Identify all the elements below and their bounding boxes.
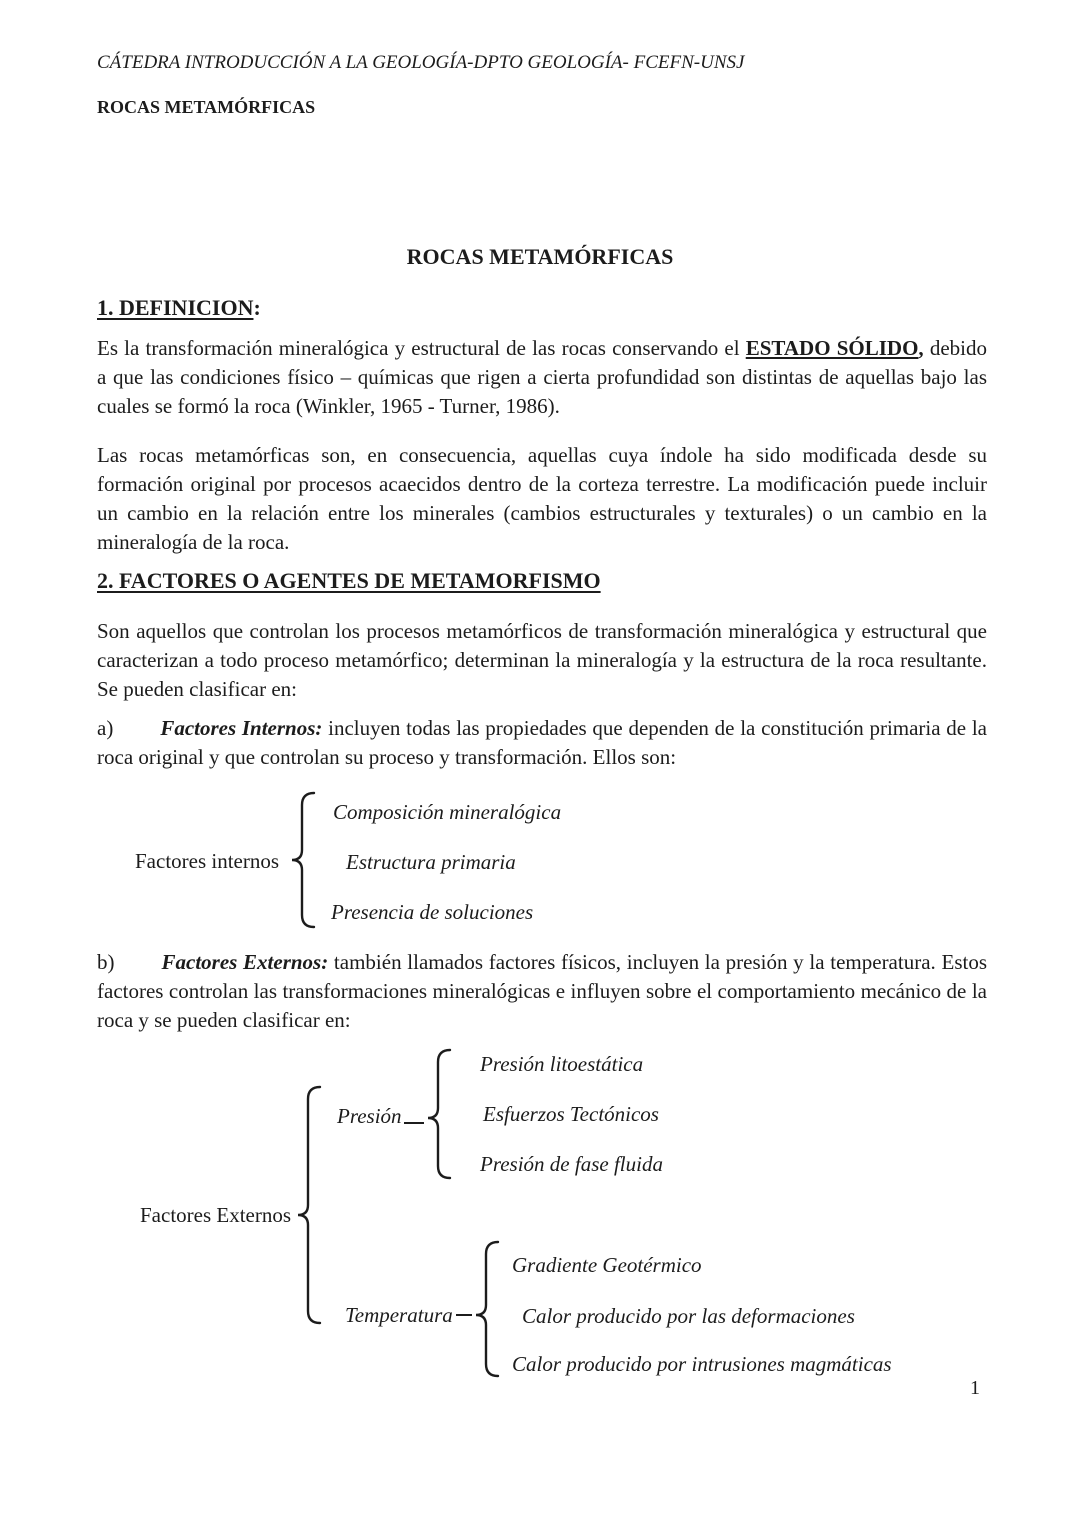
section-2-heading-text: 2. FACTORES O AGENTES DE METAMORFISMO <box>97 568 601 593</box>
item-b-text: también llamados factores físicos, incluyen la presión y la temperatura. Estos factores controlan las transformaciones mineralógicas e influyen sobre el comportamiento mecánico de la roca y se pueden clasificar en: <box>97 950 987 1032</box>
section-1-heading-text: 1. DEFINICION <box>97 295 254 320</box>
item-a-text: incluyen todas las propiedades que dependen de la constitución primaria de la roca original y que controlan su proceso y transformación. Ellos son: <box>97 716 987 769</box>
temperatura-brace <box>474 1240 500 1378</box>
presion-item: Presión litoestática <box>480 1052 644 1076</box>
temperatura-label: Temperatura <box>345 1303 453 1327</box>
internos-item: Presencia de soluciones <box>331 900 534 924</box>
presion-item: Esfuerzos Tectónicos <box>483 1102 659 1126</box>
paragraph-definition-1 <box>97 334 987 421</box>
item-b-marker: b) <box>97 950 115 974</box>
section-2-heading <box>97 568 601 594</box>
paragraph-item-b <box>97 948 987 1035</box>
estado-solido-emphasis: ESTADO SÓLIDO <box>745 336 919 360</box>
section-1-heading-colon: : <box>253 295 261 320</box>
section-1-heading <box>97 295 261 321</box>
presion-item: Presión de fase fluida <box>480 1152 663 1176</box>
presion-brace <box>426 1048 452 1180</box>
item-a-marker: a) <box>97 716 114 740</box>
externos-brace <box>296 1085 322 1325</box>
internos-diagram-label: Factores internos <box>135 849 280 873</box>
page-number: 1 <box>970 1377 980 1399</box>
definition-text-after: debido a que las condiciones físico – químicas que rigen a cierta profundidad son distintas de aquellas bajo las cuales se formó la roca (Winkler, 1965 - Turner, 1986). <box>97 336 987 418</box>
paragraph-factores-intro: Son aquellos que controlan los procesos metamórficos de transformación mineralógica y estructural que caracterizan a todo proceso metamórfico; determinan la mineralogía y la estructura de la roca resultante. Se pueden clasificar en: <box>97 619 987 701</box>
estado-solido-comma: , <box>918 336 924 360</box>
temperatura-item: Calor producido por las deformaciones <box>522 1304 855 1328</box>
header-doc-title: ROCAS METAMÓRFICAS <box>97 97 316 117</box>
externos-diagram-label: Factores Externos <box>140 1203 292 1227</box>
internos-brace <box>290 791 316 929</box>
item-a-label: Factores Internos: <box>160 716 323 740</box>
presion-connector-line <box>404 1122 424 1124</box>
temperatura-connector-line <box>456 1314 472 1316</box>
header-course-line: CÁTEDRA INTRODUCCIÓN A LA GEOLOGÍA-DPTO GEOLOGÍA- FCEFN-UNSJ <box>97 52 745 73</box>
paragraph-definition-2: Las rocas metamórficas son, en consecuencia, aquellas cuya índole ha sido modificada desde su formación original por procesos acaecidos dentro de la corteza terrestre. La modificación puede incluir un cambio en la relación entre los minerales (cambios estructurales y texturales) o un cambio en la mineralogía de la roca. <box>97 443 987 554</box>
presion-label: Presión <box>337 1104 402 1128</box>
internos-item: Composición mineralógica <box>333 800 562 824</box>
document-title: ROCAS METAMÓRFICAS <box>406 244 674 269</box>
paragraph-item-a <box>97 714 987 772</box>
temperatura-item: Calor producido por intrusiones magmáticas <box>512 1352 892 1376</box>
item-b-label: Factores Externos: <box>161 950 329 974</box>
temperatura-item: Gradiente Geotérmico <box>512 1253 702 1277</box>
internos-item: Estructura primaria <box>346 850 516 874</box>
definition-text-before: Es la transformación mineralógica y estructural de las rocas conservando el <box>97 336 746 360</box>
